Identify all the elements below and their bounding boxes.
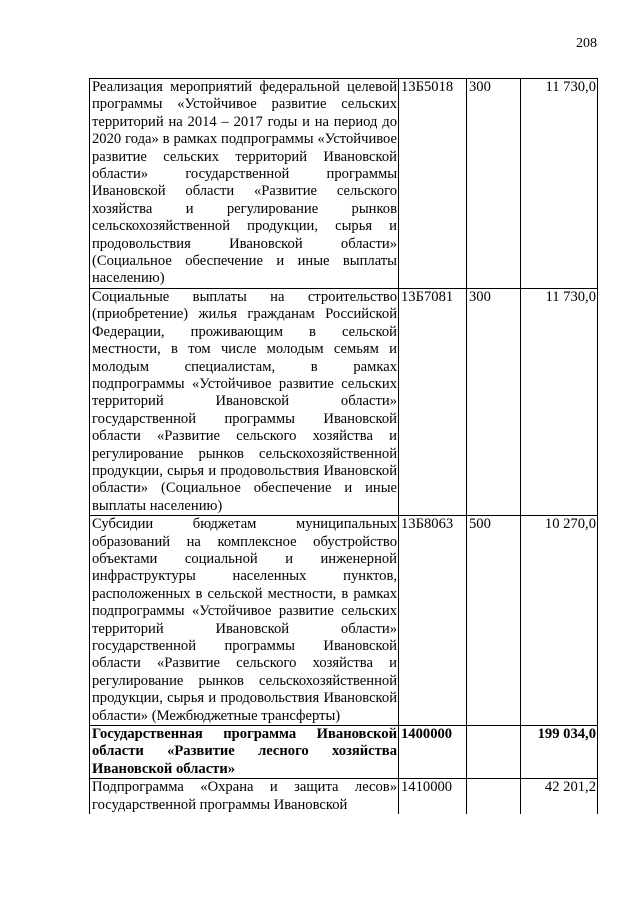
- row-name-cell: Реализация мероприятий федеральной целевой программы «Устойчивое развитие сельских территорий на 2014 – 2017 годы и на период до 2020 года» в рамках подпрограммы «Устойчивое развитие сельских территорий Ивановской области» государственной программы Ивановской области «Развитие сельского хозяйства и регулирование рынков сельскохозяйственной продукции, сырья и продовольствия Ивановской области» (Социальное обеспечение и иные выплаты населению): [90, 79, 399, 289]
- row-type-cell: 500: [467, 516, 521, 726]
- row-code-cell: 1410000: [399, 779, 467, 814]
- row-amount-cell: 11 730,0: [521, 79, 598, 289]
- row-name-cell: Подпрограмма «Охрана и защита лесов» государственной программы Ивановской: [90, 779, 399, 814]
- row-type-cell: 300: [467, 79, 521, 289]
- table-row: [90, 79, 598, 289]
- row-name-cell: Государственная программа Ивановской области «Развитие лесного хозяйства Ивановской области»: [90, 726, 399, 779]
- row-amount-cell: 10 270,0: [521, 516, 598, 726]
- page-number: 208: [576, 36, 597, 51]
- row-code-cell: 13Б8063: [399, 516, 467, 726]
- table-row: [90, 516, 598, 726]
- row-type-cell: 300: [467, 288, 521, 515]
- row-amount-cell: 42 201,2: [521, 779, 598, 814]
- row-amount-cell: 199 034,0: [521, 726, 598, 779]
- row-code-cell: 13Б5018: [399, 79, 467, 289]
- table-row: [90, 288, 598, 515]
- table-row-subprogram: [90, 779, 598, 814]
- row-amount-cell: 11 730,0: [521, 288, 598, 515]
- row-type-cell: [467, 779, 521, 814]
- row-code-cell: 13Б7081: [399, 288, 467, 515]
- table-row-program: [90, 726, 598, 779]
- row-code-cell: 1400000: [399, 726, 467, 779]
- budget-table: [89, 78, 598, 814]
- row-type-cell: [467, 726, 521, 779]
- row-name-cell: Социальные выплаты на строительство (приобретение) жилья гражданам Российской Федерации, проживающим в сельской местности, в том числе молодым семьям и молодым специалистам, в рамках подпрограммы «Устойчивое развитие сельских территорий Ивановской области» государственной программы Ивановской области «Развитие сельского хозяйства и регулирование рынков сельскохозяйственной продукции, сырья и продовольствия Ивановской области» (Социальное обеспечение и иные выплаты населению): [90, 288, 399, 515]
- row-name-cell: Субсидии бюджетам муниципальных образований на комплексное обустройство объектами социальной и инженерной инфраструктуры населенных пунктов, расположенных в сельской местности, в рамках подпрограммы «Устойчивое развитие сельских территорий Ивановской области» государственной программы Ивановской области «Развитие сельского хозяйства и регулирование рынков сельскохозяйственной продукции, сырья и продовольствия Ивановской области» (Межбюджетные трансферты): [90, 516, 399, 726]
